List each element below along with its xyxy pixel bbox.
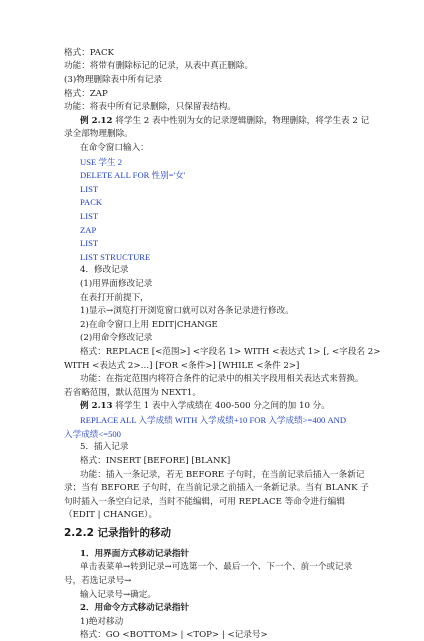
text-line: 功能：在指定范围内将符合条件的记录中的相关字段用相关表达式来替换。 (80, 374, 364, 384)
section-heading: 2.2.2 记录指针的移动 (64, 527, 172, 539)
text-line: 录；当有 BEFORE 子句时，在当前记录之前插入一条新记录。当有 BLANK 子 (64, 483, 369, 493)
example-line: 例 2.12 将学生 2 表中性别为女的记录逻辑删除，物理删除，将学生表 2 记 (80, 116, 370, 126)
code-line: LIST (80, 211, 99, 221)
text-line: 功能：将表中所有记录删除，只保留表结构。 (64, 102, 236, 112)
text-line: 1)显示→浏览打开浏览窗口就可以对各条记录进行修改。 (80, 306, 294, 316)
example-line: 例 2.13 将学生 1 表中入学成绩在 400-500 分之间的加 10 分。 (80, 401, 330, 411)
text-line: (2)用命令修改记录 (80, 333, 153, 343)
text-line: （EDIT | CHANGE）。 (64, 510, 158, 520)
text-line: 在表打开前提下， (80, 293, 149, 303)
text-line: 功能：插入一条记录，若无 BEFORE 子句时，在当前记录后插入一条新记 (80, 470, 365, 480)
text-line: 4．修改记录 (80, 265, 129, 275)
text-line: 格式：GO <BOTTOM> | <TOP> | <记录号> (80, 630, 268, 640)
code-line: REPLACE ALL 入学成绩 WITH 入学成绩+10 FOR 入学成绩>=400 AND (80, 415, 347, 425)
text-line: 若省略范围，默认范围为 NEXT1。 (64, 388, 201, 398)
code-line: ZAP (80, 225, 97, 235)
code-line: PACK (80, 197, 103, 207)
text-line: WITH <表达式 2>…] [FOR <条件>] [WHILE <条件 2>] (64, 361, 300, 371)
text-line: (1)用界面修改记录 (80, 279, 153, 289)
text-line: 格式：ZAP (64, 89, 108, 99)
code-line: LIST (80, 238, 99, 248)
text-line: 5．插入记录 (80, 442, 129, 452)
text-line: 格式：INSERT [BEFORE] [BLANK] (80, 456, 231, 466)
text-line: 格式：REPLACE [<范围>] <字段名 1> WITH <表达式 1> [, <字段名 2> (80, 347, 381, 357)
text-line: 功能：将带有删除标记的记录，从表中真正删除。 (64, 61, 254, 71)
text-line: 单击表菜单→转到记录→可选第一个、最后一个、下一个、前一个或记录 (80, 562, 353, 572)
text-line: 1)绝对移动 (80, 617, 124, 627)
code-line: LIST (80, 184, 99, 194)
code-line: DELETE ALL FOR 性别='女' (80, 170, 186, 180)
text-line: 号，若选记录号→ (64, 576, 132, 586)
code-line: 入学成绩<=500 (64, 429, 121, 439)
subheading: 2．用命令方式移动记录指针 (80, 603, 190, 613)
text-line: 2)在命令窗口上用 EDIT|CHANGE (80, 320, 218, 330)
code-line: LIST STRUCTURE (80, 252, 151, 262)
subheading: 1．用界面方式移动记录指针 (80, 549, 190, 559)
code-line: USE 学生 2 (80, 157, 123, 167)
text-line: (3)物理删除表中所有记录 (64, 75, 163, 85)
text-line: 在命令窗口输入： (80, 143, 149, 153)
text-line: 输入记录号→确定。 (80, 590, 156, 600)
text-line: 录全部物理删除。 (64, 129, 133, 139)
text-line: 句时插入一条空白记录，当时不能编辑，可用 REPLACE 等命令进行编辑 (64, 497, 345, 507)
text-line: 格式：PACK (64, 48, 114, 58)
